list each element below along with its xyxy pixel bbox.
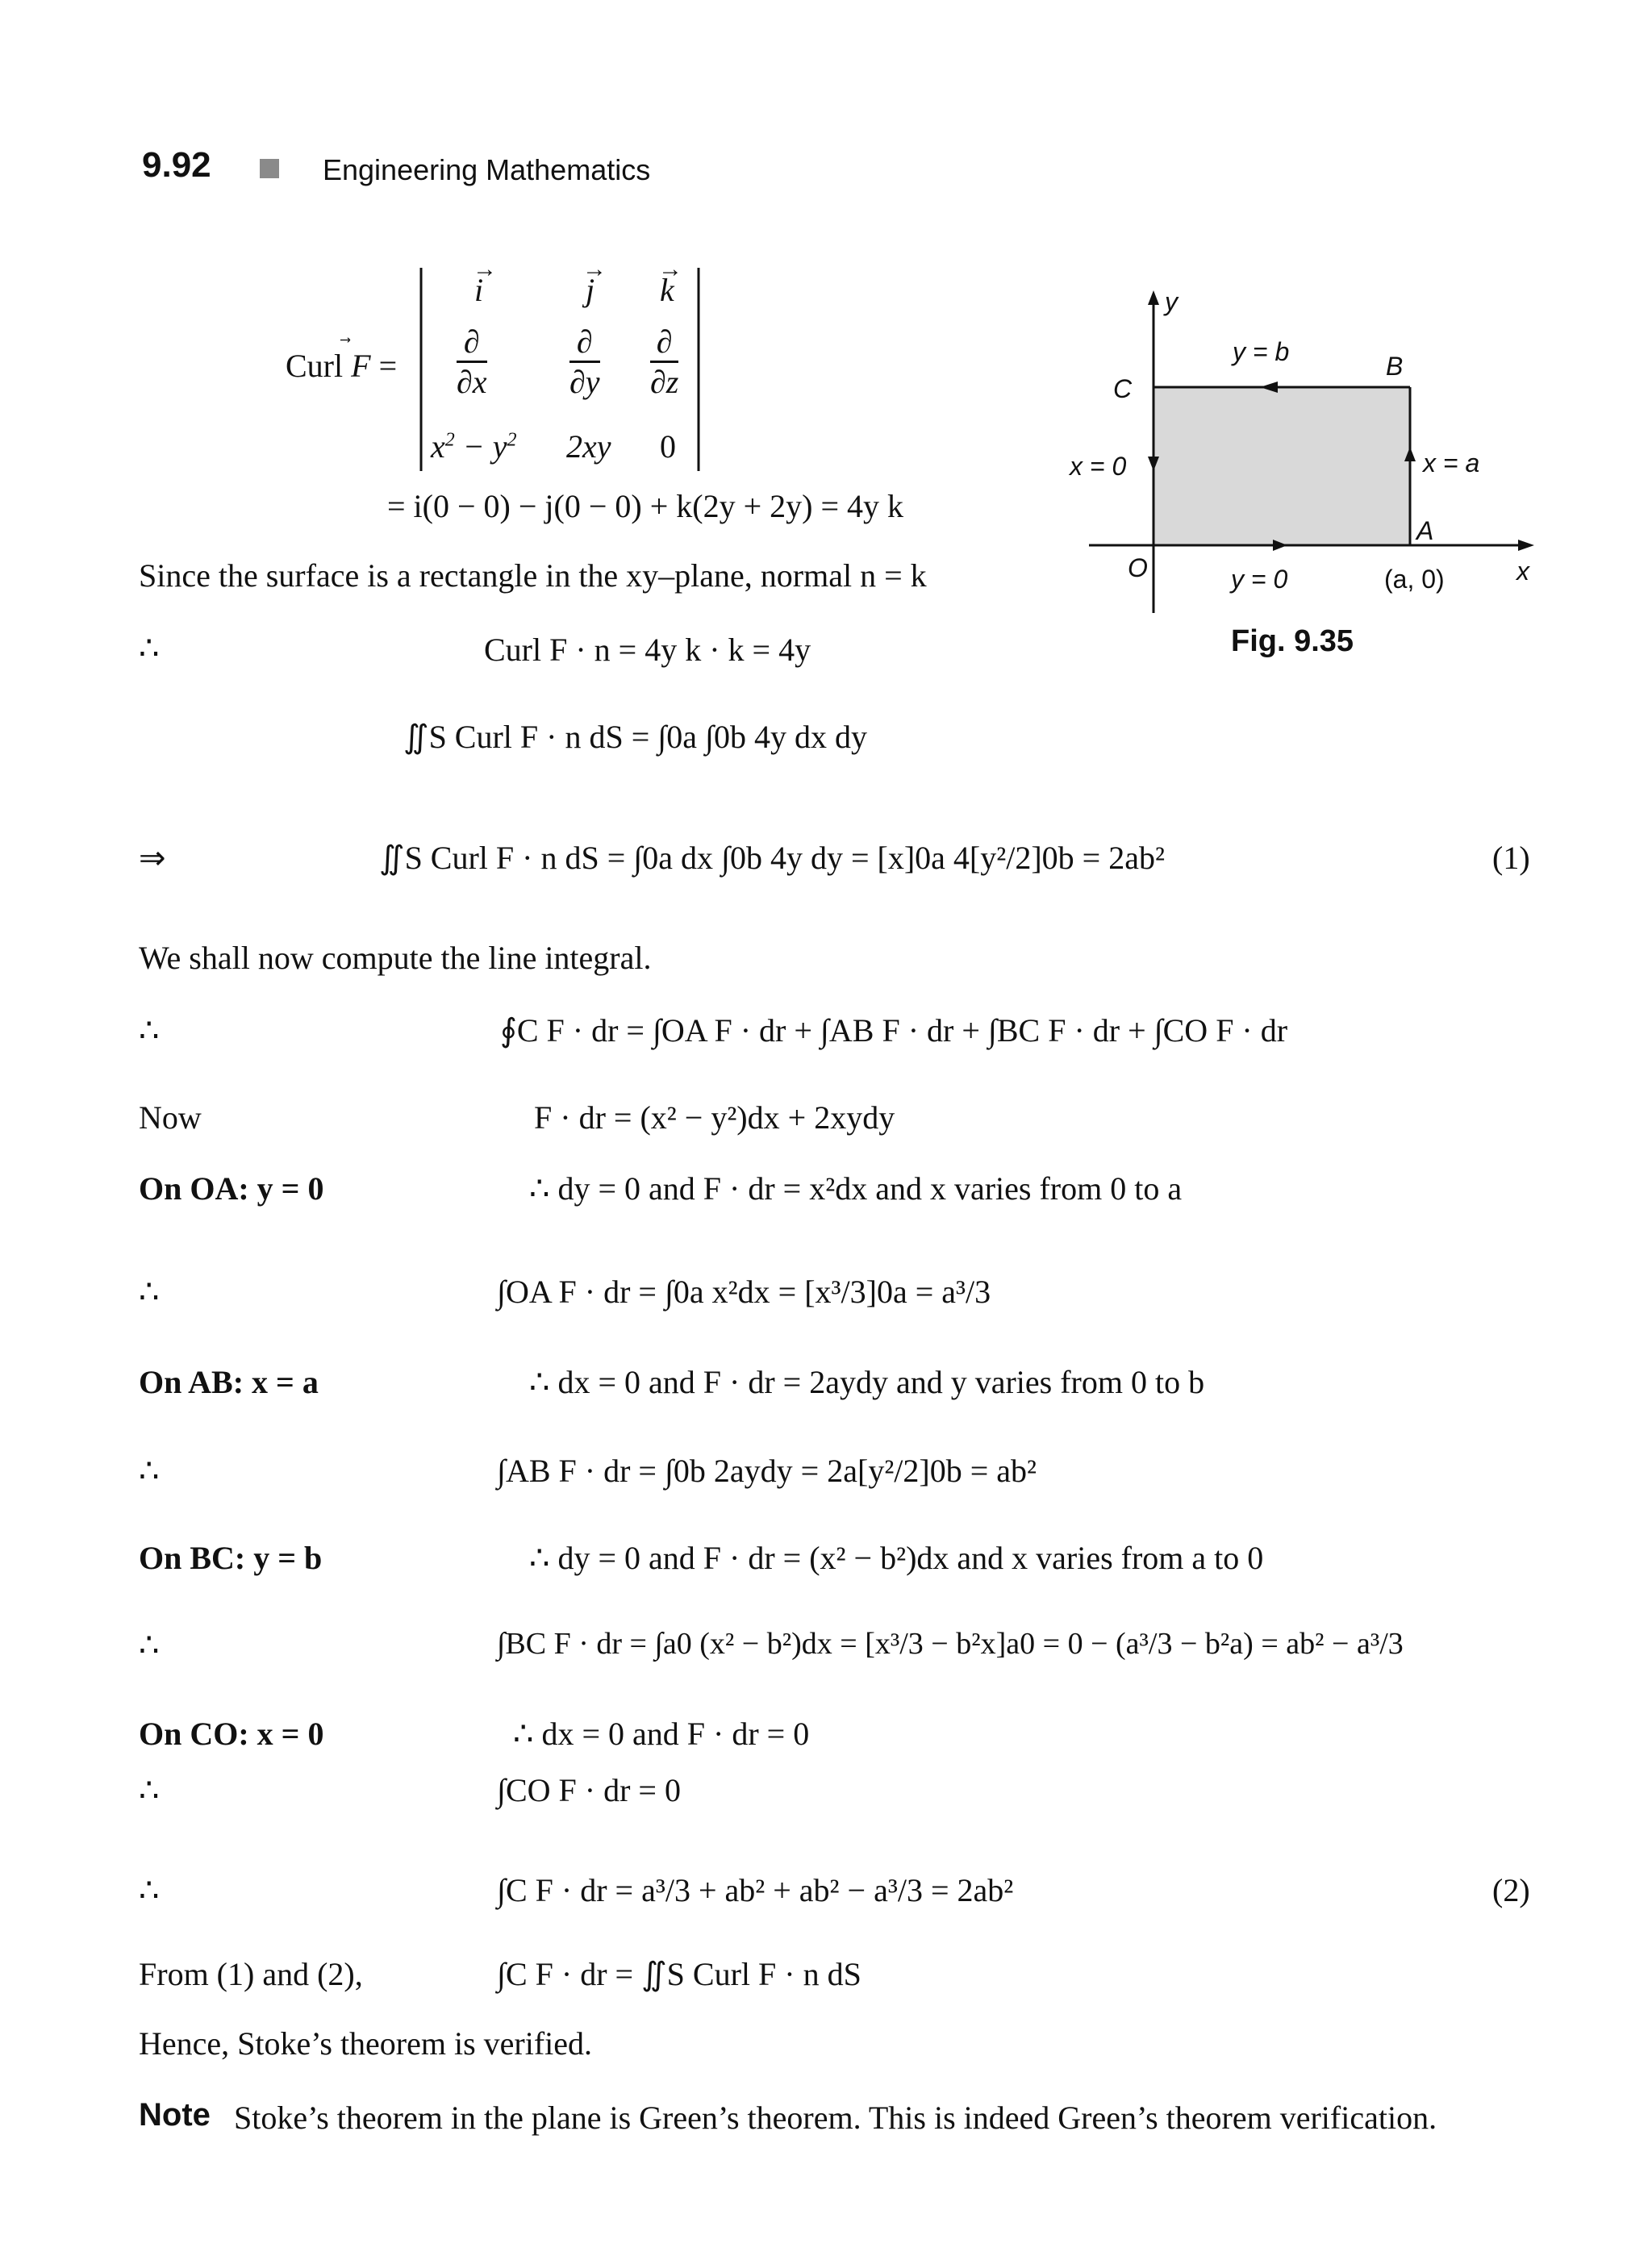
total-integral: ∫C F · dr = a³/3 + ab² + ab² − a³/3 = 2ab² [497, 1872, 1014, 1908]
det-k: k → [658, 256, 682, 308]
shaded-region [1153, 387, 1410, 545]
note-text: Stoke’s theorem in the plane is Green’s theorem. This is indeed Green’s theorem verification. [234, 2100, 1437, 2136]
fig-point-a0: (a, 0) [1384, 565, 1445, 594]
co-integral: ∫CO F · dr = 0 [497, 1772, 681, 1808]
fig-edge-top: y = b [1233, 337, 1290, 366]
from-label: From (1) and (2), [139, 1956, 363, 1992]
line-integral-split: ∮C F · dr = ∫OA F · dr + ∫AB F · dr + ∫BC F · dr + ∫CO F · dr [500, 1012, 1288, 1049]
eq2-label: (2) [1492, 1872, 1530, 1908]
oa-expr: ∴ dy = 0 and F · dr = x²dx and x varies from 0 to a [529, 1170, 1183, 1207]
det-dy: $\frac{\partial}{\partial y}$ [569, 323, 600, 400]
curl-result: = i(0 − 0) − j(0 − 0) + k(2y + 2y) = 4y k [387, 488, 904, 524]
bc-expr: ∴ dy = 0 and F · dr = (x² − b²)dx and x varies from a to 0 [529, 1540, 1264, 1576]
surface-integral-result: ∬S Curl F · n dS = ∫0a dx ∫0b 4y dy = [x]0a 4[y²/2]0b = 2ab² [379, 840, 1165, 876]
ab-integral: ∫AB F · dr = ∫0b 2aydy = 2a[y²/2]0b = ab² [497, 1453, 1037, 1489]
fig-y-label: y [1165, 287, 1178, 316]
note-label: Note [139, 2097, 211, 2133]
therefore-3: ∴ [139, 1274, 160, 1310]
ab-label: On AB: x = a [139, 1364, 319, 1400]
bc-label: On BC: y = b [139, 1540, 323, 1576]
therefore-7: ∴ [139, 1872, 160, 1908]
page-number: 9.92 [142, 145, 211, 185]
det-i: i → [473, 256, 497, 308]
curl-label: Curl F = [286, 348, 398, 384]
det-dz: $\frac{\partial}{\partial z}$ [650, 323, 679, 400]
from-expr: ∫C F · dr = ∬S Curl F · n dS [497, 1956, 861, 1992]
therefore-6: ∴ [139, 1772, 160, 1808]
fig-edge-left: x = 0 [1070, 452, 1127, 481]
oa-label: On OA: y = 0 [139, 1170, 324, 1207]
fig-label-A: A [1416, 516, 1434, 545]
det-j: j → [582, 256, 607, 308]
fig-edge-right: x = a [1423, 448, 1480, 477]
fig-label-C: C [1113, 374, 1133, 403]
det-row3-3: 0 [660, 428, 676, 465]
det-row3-2: 2xy [566, 428, 611, 465]
now-expr: F · dr = (x² − y²)dx + 2xydy [534, 1099, 895, 1136]
surface-integral-setup: ∬S Curl F · n dS = ∫0a ∫0b 4y dx dy [403, 719, 867, 755]
therefore-4: ∴ [139, 1453, 160, 1489]
therefore-2: ∴ [139, 1012, 160, 1049]
bc-integral: ∫BC F · dr = ∫a0 (x² − b²)dx = [x³/3 − b²x]a0 = 0 − (a³/3 − b²a) = ab² − a³/3 [497, 1627, 1404, 1661]
hence-text: Hence, Stoke’s theorem is verified. [139, 2025, 593, 2062]
fig-edge-bottom: y = 0 [1231, 565, 1288, 594]
figure-caption: Fig. 9.35 [1231, 624, 1354, 658]
now-label: Now [139, 1099, 202, 1136]
co-expr: ∴ dx = 0 and F · dr = 0 [513, 1716, 810, 1752]
eq1-label: (1) [1492, 840, 1530, 876]
oa-integral: ∫OA F · dr = ∫0a x²dx = [x³/3]0a = a³/3 [497, 1274, 991, 1310]
fig-x-label: x [1516, 557, 1529, 586]
book-title: Engineering Mathematics [323, 153, 651, 186]
surface-text: Since the surface is a rectangle in the xy–plane, normal n = k [139, 557, 927, 594]
det-dx: $\frac{\partial}{\partial x}$ [457, 323, 487, 400]
implies-symbol: ⇒ [139, 840, 166, 876]
therefore-1: ∴ [139, 630, 160, 666]
ab-expr: ∴ dx = 0 and F · dr = 2aydy and y varies from 0 to b [529, 1364, 1205, 1400]
det-row3-1: $x^2 - y^2$ [431, 428, 517, 465]
therefore-5: ∴ [139, 1627, 160, 1663]
fig-label-O: O [1128, 553, 1148, 582]
header-bullet [260, 159, 279, 178]
x-axis-arrow [1518, 540, 1534, 551]
fig-label-B: B [1386, 352, 1404, 381]
line-integral-text: We shall now compute the line integral. [139, 940, 652, 976]
co-label: On CO: x = 0 [139, 1716, 324, 1752]
y-axis-arrow [1148, 290, 1159, 305]
curl-dot-n: Curl F · n = 4y k · k = 4y [484, 632, 811, 668]
